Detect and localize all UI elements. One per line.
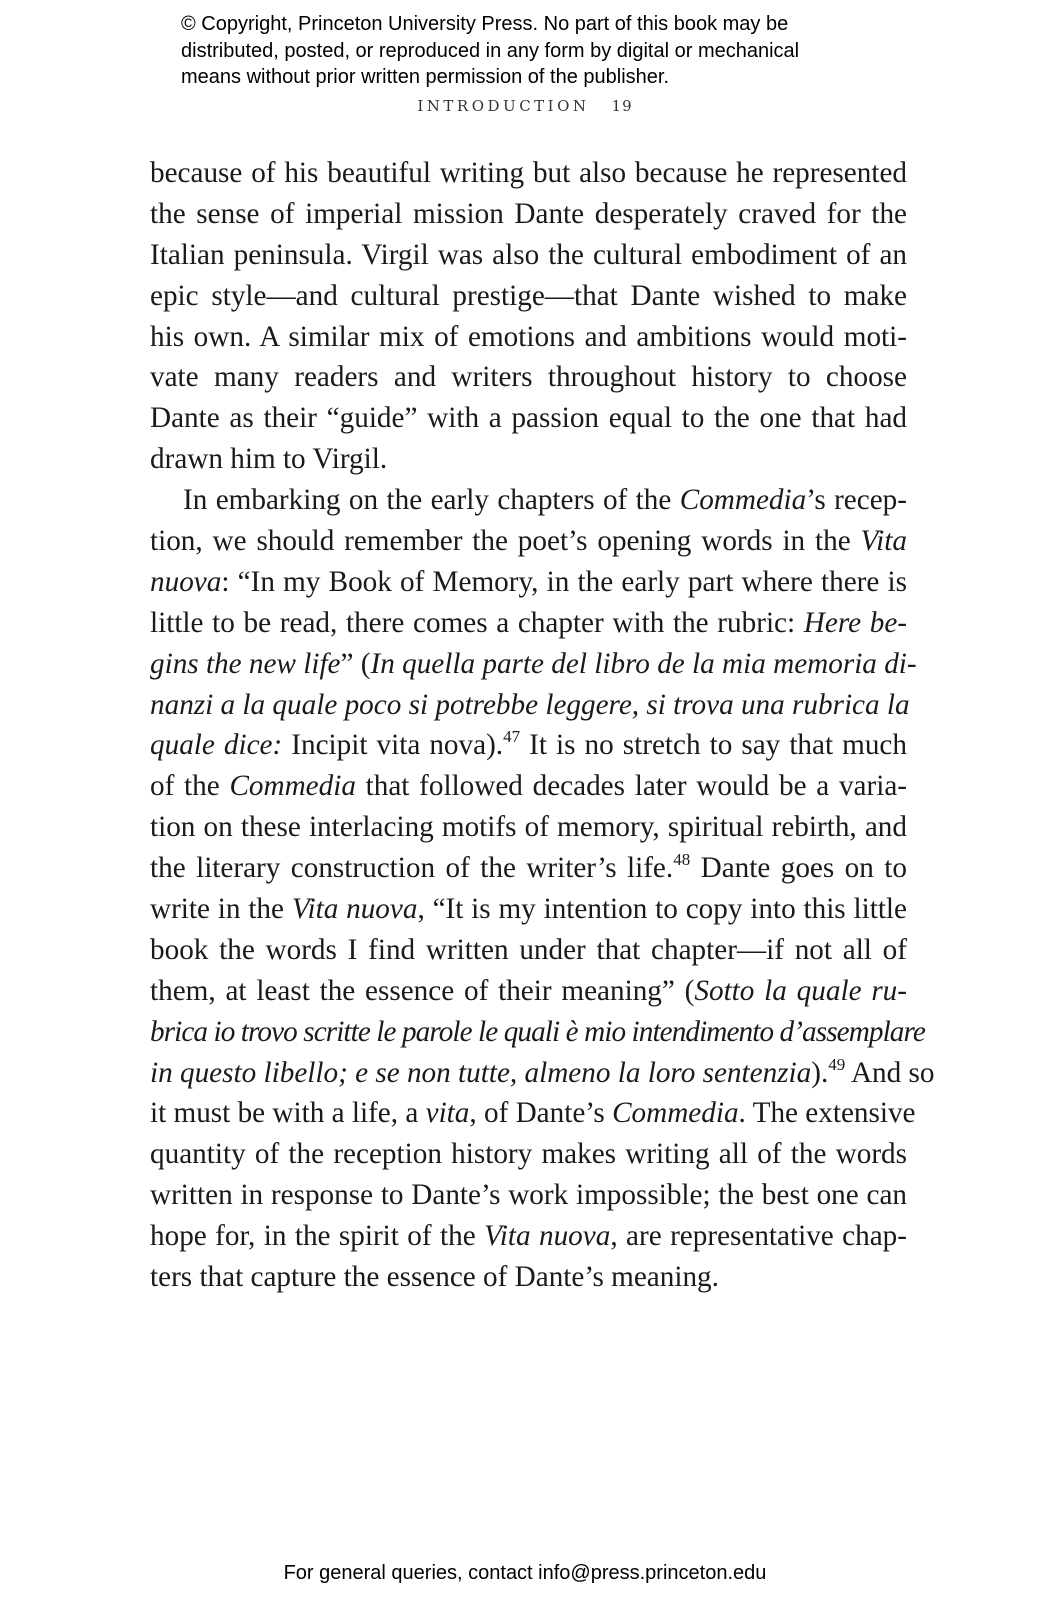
text-line: his own. A similar mix of emotions and ambitions would moti-: [150, 320, 907, 353]
footnote-marker: 49: [828, 1054, 846, 1074]
text-line: book the words I find written under that chapter—if not all of: [150, 933, 907, 966]
text-line: quantity of the reception history makes writing all of the words: [150, 1138, 907, 1171]
text-line: gins the new life” (In quella parte del libro de la mia memoria di-: [150, 647, 917, 680]
text-line: In embarking on the early chapters of the Commedia’s recep-: [183, 484, 907, 517]
text-line: nanzi a la quale poco si potrebbe leggere, si trova una rubrica la: [150, 688, 910, 721]
body-text: [150, 153, 935, 1298]
text-line: quale dice: Incipit vita nova).$^{47}$ It is no stretch to say that much: [150, 727, 907, 762]
text-line: epic style—and cultural prestige—that Dante wished to make: [150, 279, 907, 312]
footnote-marker: 48: [673, 850, 691, 870]
copyright-notice: [181, 11, 901, 91]
text-line: them, at least the essence of their meaning” (Sotto la quale ru-: [150, 974, 907, 1007]
text-line: hope for, in the spirit of the Vita nuova, are representative chap-: [150, 1220, 907, 1253]
text-line: drawn him to Virgil.: [150, 443, 388, 476]
text-line: in questo libello; e se non tutte, almeno la loro sentenzia).$^{49}$ And so: [150, 1054, 935, 1089]
copyright-line: distributed, posted, or reproduced in any form by digital or mechanical: [181, 39, 800, 62]
text-line: tion, we should remember the poet’s opening words in the Vita: [150, 525, 907, 558]
text-line: written in response to Dante’s work impossible; the best one can: [150, 1179, 907, 1212]
text-line: Dante as their “guide” with a passion equal to the one that had: [150, 402, 907, 435]
text-line: nuova: “In my Book of Memory, in the early part where there is: [150, 565, 907, 598]
footnote-marker: 47: [503, 727, 521, 747]
copyright-line: © Copyright, Princeton University Press. No part of this book may be: [181, 13, 789, 35]
text-line: brica io trovo scritte le parole le quali è mio intendimento d’assemplare: [150, 1015, 925, 1048]
page-number: 19: [611, 97, 633, 115]
text-line: little to be read, there comes a chapter with the rubric: Here be-: [150, 606, 908, 639]
text-line: of the Commedia that followed decades later would be a varia-: [150, 770, 907, 803]
text-line: write in the Vita nuova, “It is my intention to copy into this little: [150, 893, 907, 926]
text-line: ters that capture the essence of Dante’s meaning.: [150, 1261, 719, 1294]
running-head: [0, 97, 1050, 115]
text-line: the literary construction of the writer’s life.$^{48}$ Dante goes on to: [150, 850, 907, 885]
text-line: because of his beautiful writing but also because he represented: [150, 157, 907, 189]
text-line: tion on these interlacing motifs of memory, spiritual rebirth, and: [150, 811, 907, 844]
text-line: it must be with a life, a vita, of Dante’s Commedia. The extensive: [150, 1097, 916, 1130]
copyright-line: means without prior written permission of the publisher.: [181, 66, 670, 88]
text-line: vate many readers and writers throughout history to choose: [150, 361, 907, 394]
text-line: Italian peninsula. Virgil was also the cultural embodiment of an: [150, 238, 907, 271]
chapter-title: INTRODUCTION: [417, 97, 590, 115]
text-line: the sense of imperial mission Dante desperately craved for the: [150, 197, 907, 230]
footer-contact: For general queries, contact info@press.princeton.edu: [283, 1562, 767, 1584]
